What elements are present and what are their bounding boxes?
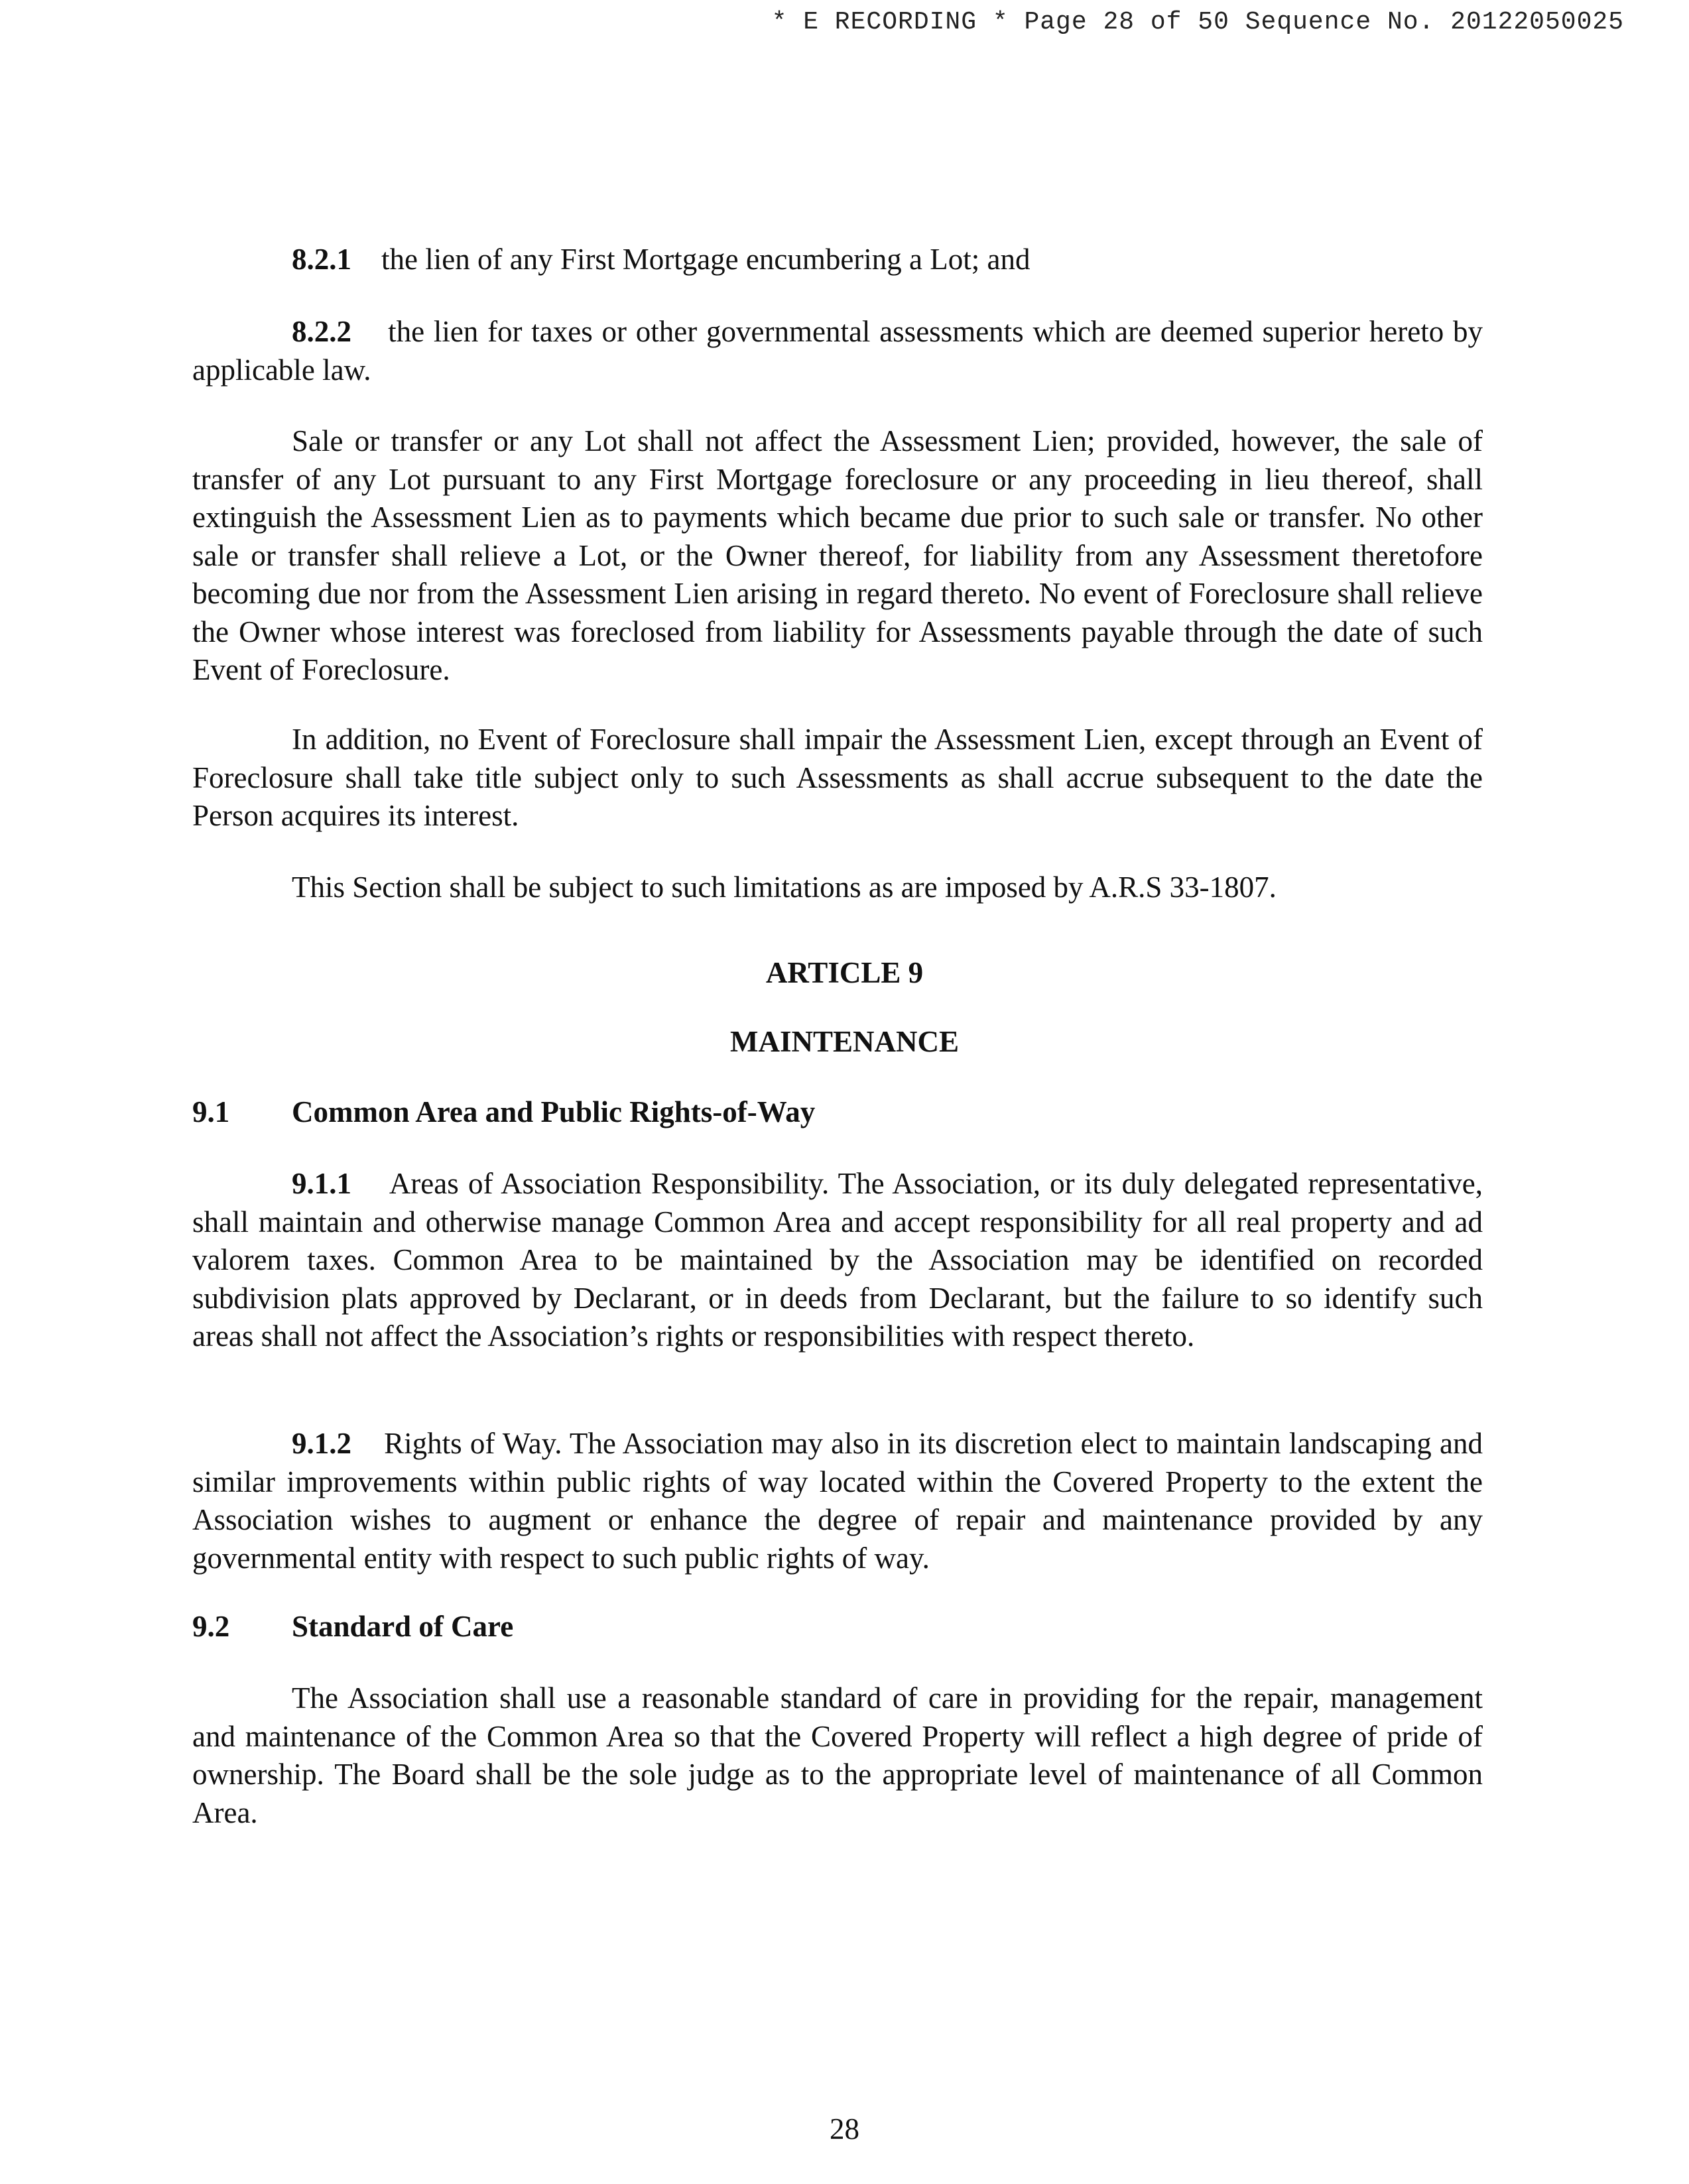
section-heading-9-1 [192, 1095, 815, 1129]
page-number: 28 [830, 2112, 859, 2146]
article-heading: ARTICLE 9 [765, 956, 924, 989]
paragraph-in-addition: In addition, no Event of Foreclosure shall impair the Assessment Lien, except through an Event of Foreclosure shall take title subject only to such Assessments as shall accrue subsequent to the date the Person acquires its interest. [192, 723, 1483, 832]
section-number: 9.2 [192, 1610, 230, 1643]
paragraph-8-2-1 [192, 241, 1483, 279]
article-title: MAINTENANCE [729, 1025, 959, 1058]
section-title: Common Area and Public Rights-of-Way [292, 1095, 816, 1128]
section-heading-9-2 [192, 1609, 513, 1644]
clause-text: Rights of Way. The Association may also in its discretion elect to maintain landscaping and similar improvements within public rights of way located within the Covered Property to the extent the Association wishes to augment or enhance the degree of repair and maintenance provided by any governmental entity with respect to such public rights of way. [192, 1427, 1483, 1575]
clause-number: 9.1.2 [292, 1427, 351, 1460]
paragraph-9-1-2 [192, 1425, 1483, 1577]
clause-text: the lien of any First Mortgage encumbering a Lot; and [381, 243, 1031, 276]
clause-text: Areas of Association Responsibility. The Association, or its duly delegated representative, shall maintain and otherwise manage Common Area and accept responsibility for all real property and ad valorem taxes. Common Area to be maintained by the Association may be identified on recorded subdivision plats approved by Declarant, or in deeds from Declarant, but the failure to so identify such areas shall not affect the Association’s rights or responsibilities with respect thereto. [192, 1167, 1483, 1353]
paragraph-9-1-1 [192, 1165, 1483, 1356]
paragraph-8-2-2 [192, 313, 1483, 389]
section-number: 9.1 [192, 1095, 230, 1128]
clause-number: 8.2.1 [292, 243, 351, 276]
section-title: Standard of Care [292, 1610, 514, 1643]
recording-header: * E RECORDING * Page 28 of 50 Sequence No. 20122050025 [771, 8, 1624, 36]
clause-number: 9.1.1 [292, 1167, 351, 1200]
clause-text: the lien for taxes or other governmental assessments which are deemed superior hereto by applicable law. [192, 315, 1483, 387]
paragraph-standard-of-care: The Association shall use a reasonable standard of care in providing for the repair, management and maintenance of the Common Area so that the Covered Property will reflect a high degree of pride of ownership. The Board shall be the sole judge as to the appropriate level of maintenance of all Common Area. [192, 1681, 1483, 1829]
clause-number: 8.2.2 [292, 315, 351, 348]
paragraph-limitations: This Section shall be subject to such limitations as are imposed by A.R.S 33-1807. [292, 871, 1277, 904]
paragraph-sale-or-transfer: Sale or transfer or any Lot shall not affect the Assessment Lien; provided, however, the sale of transfer of any Lot pursuant to any First Mortgage foreclosure or any proceeding in lieu thereof, shall extinguish the Assessment Lien as to payments which became due prior to such sale or transfer. No other sale or transfer shall relieve a Lot, or the Owner thereof, for liability from any Assessment theretofore becoming due nor from the Assessment Lien arising in regard thereto. No event of Foreclosure shall relieve the Owner whose interest was foreclosed from liability for Assessments payable through the date of such Event of Foreclosure. [192, 424, 1483, 686]
